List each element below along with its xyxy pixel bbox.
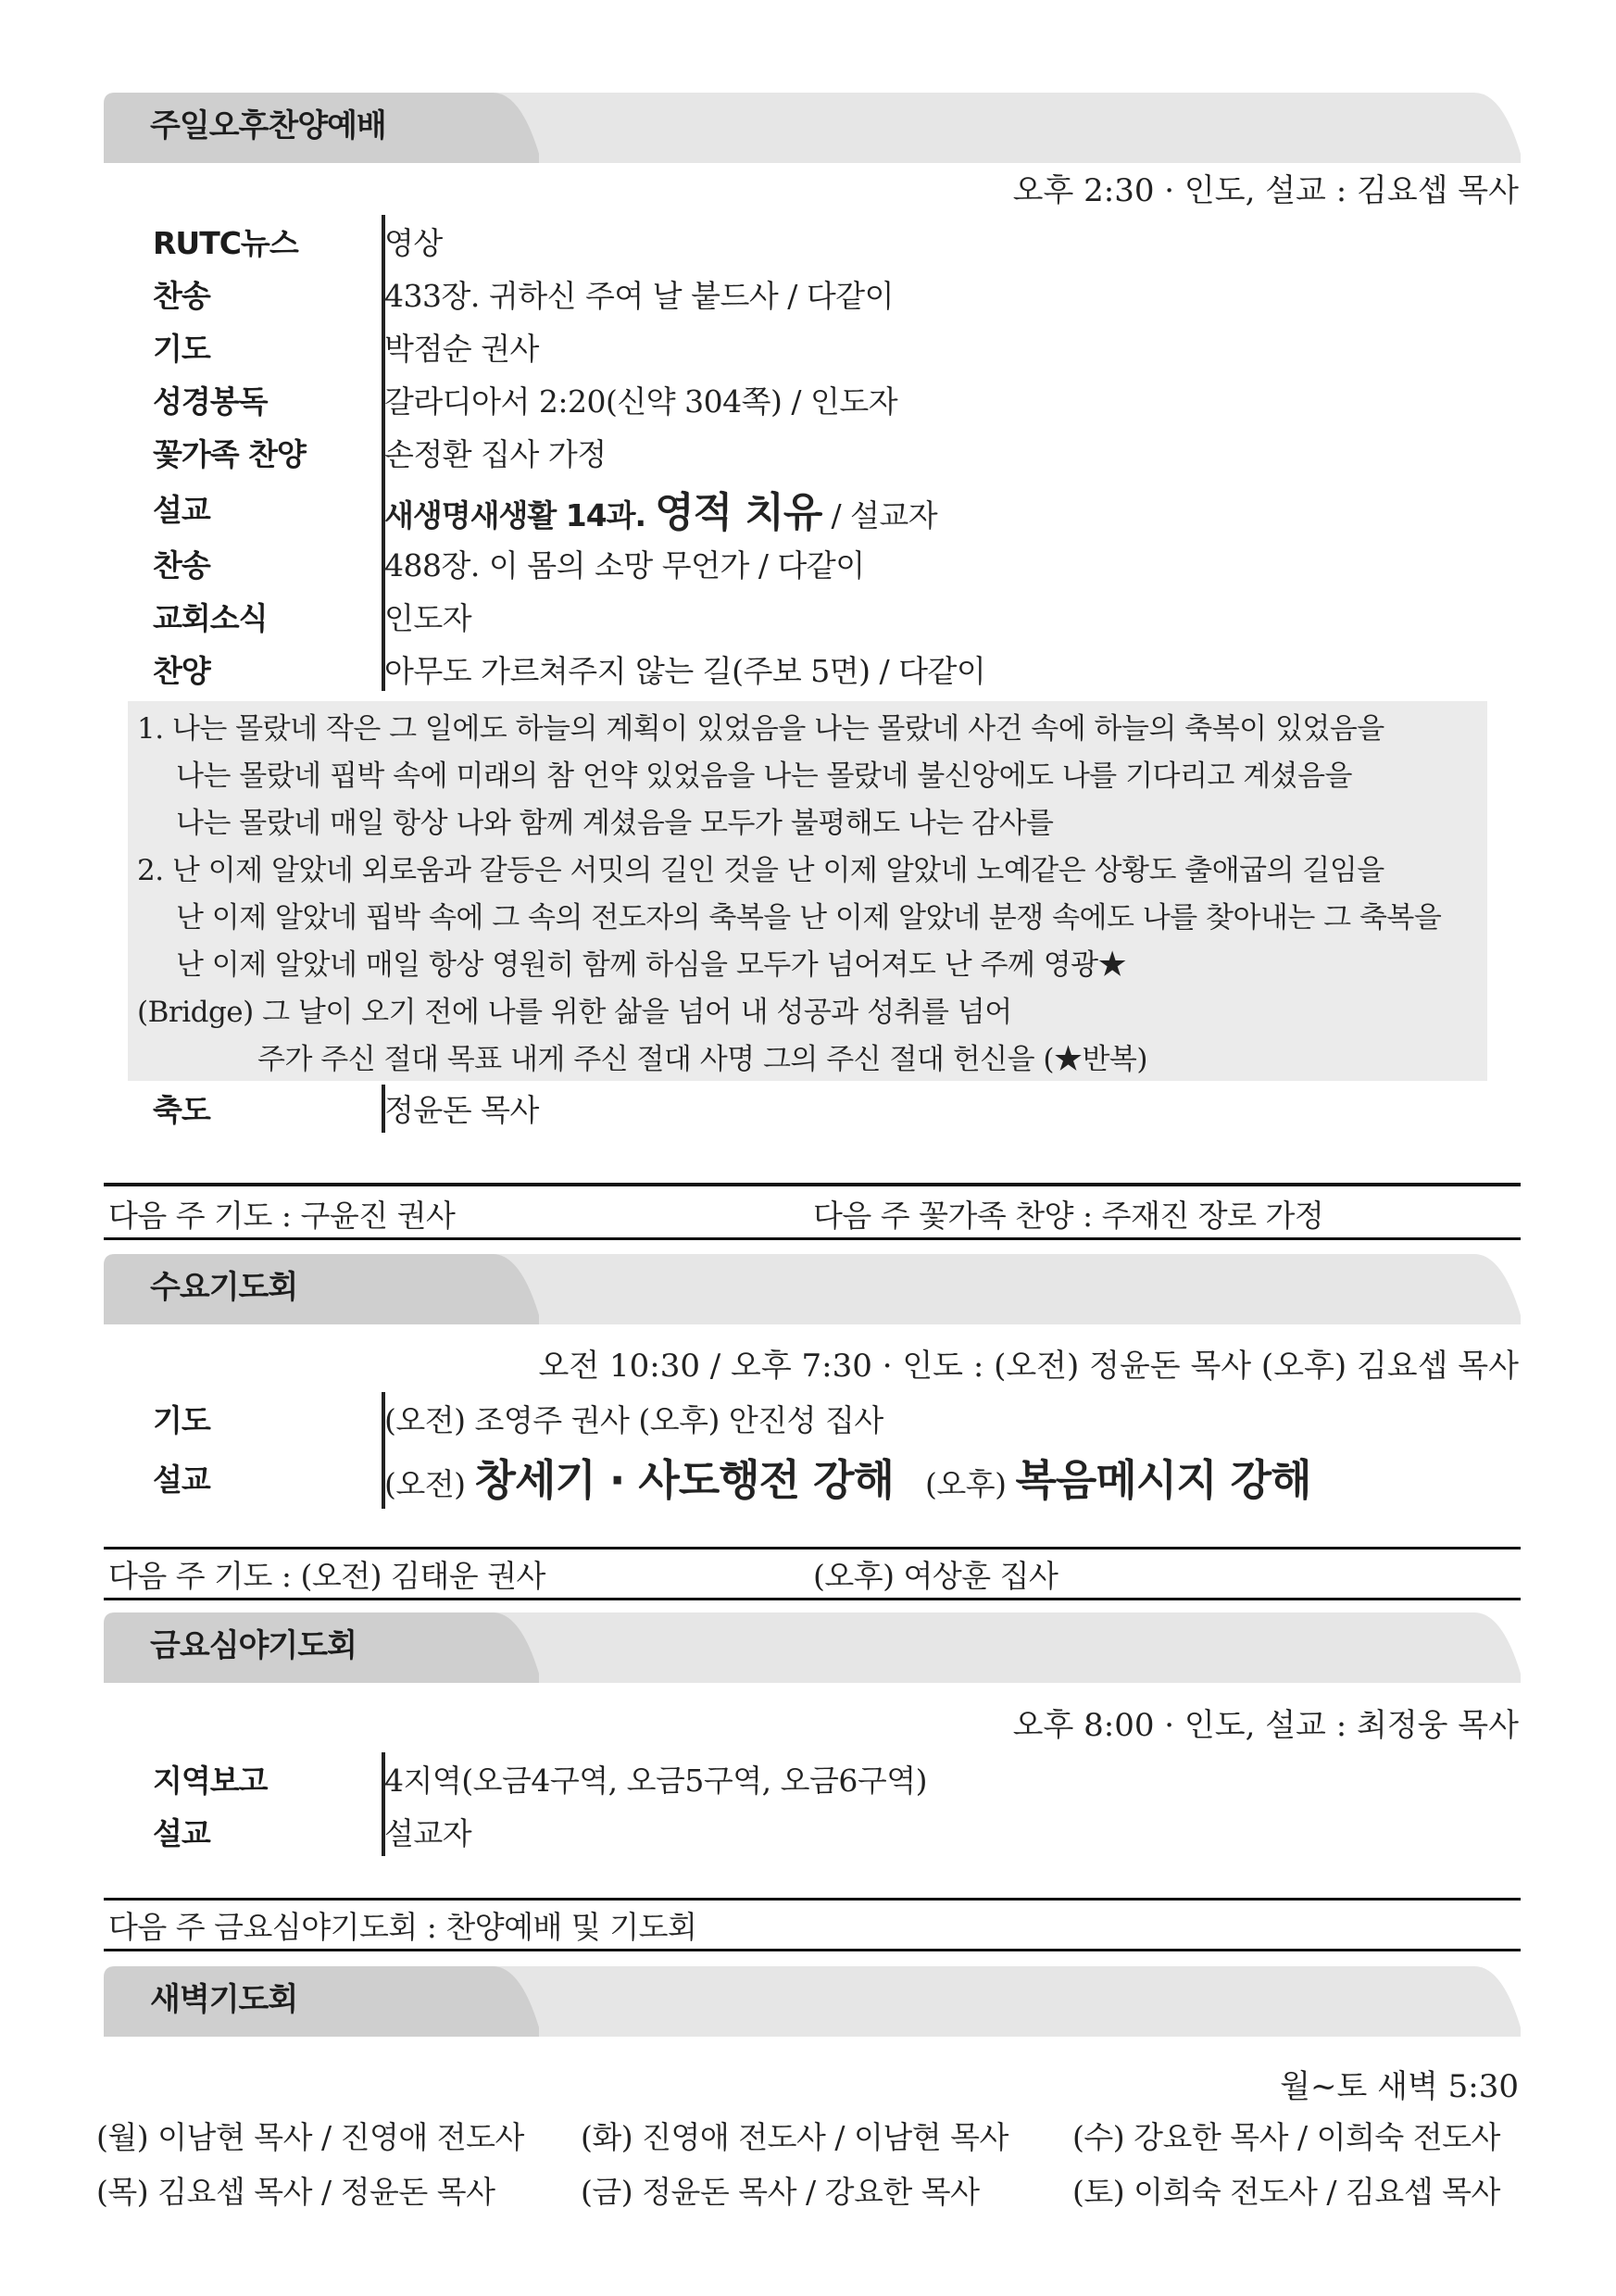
order-row [153,1805,1514,1858]
am-tag: (오전) [384,1466,466,1502]
order-label: 교회소식 [153,600,268,636]
dawn-schedule-item: (금) 정윤돈 목사 / 강요한 목사 [581,2174,980,2210]
order-row [153,373,1514,426]
order-label: 기도 [153,1402,210,1438]
order-row [153,1082,1514,1135]
wednesday-order [153,1392,1514,1510]
pm-sermon-title: 복음메시지 강해 [1015,1455,1311,1505]
sermon-title: 영적 치유 [655,488,822,536]
order-row [153,643,1514,696]
order-label: 지역보고 [153,1763,268,1799]
next-week-friday: 다음 주 금요심야기도회 : 찬양예배 및 기도회 [108,1909,697,1945]
section-header-sunday [104,89,1521,163]
lyric-line: 난 이제 알았네 매일 항상 영원히 함께 하심을 모두가 넘어져도 난 주께 영광★ [176,948,1127,982]
dawn-schedule-item: (목) 김요셉 목사 / 정윤돈 목사 [96,2174,495,2210]
benediction-row [153,1082,1514,1135]
order-row [153,268,1514,320]
order-value: 갈라디아서 2:20(신약 304쪽) / 인도자 [384,383,898,420]
next-week-prayer: 다음 주 기도 : 구윤진 권사 [108,1198,456,1234]
order-value: 정윤돈 목사 [384,1092,539,1128]
order-value: 손정환 집사 가정 [384,436,607,472]
section-title: 수요기도회 [150,1269,298,1306]
order-row [153,215,1514,268]
order-label: 꽃가족 찬양 [153,436,306,472]
order-label: 찬송 [153,278,210,314]
order-label: 성경봉독 [153,383,268,420]
friday-order [153,1752,1514,1858]
worship-order [153,215,1514,696]
service-time: 오후 8:00 · 인도, 설교 : 최정웅 목사 [1012,1707,1519,1744]
order-row [153,1752,1514,1805]
order-row-sermon [153,1445,1514,1510]
divider-rule [104,1547,1521,1549]
lyric-line: 나는 몰랐네 매일 항상 나와 함께 계셨음을 모두가 불평해도 나는 감사를 [176,807,1054,840]
sermon-by: / 설교자 [831,496,938,533]
section-title: 금요심야기도회 [150,1627,357,1664]
lyric-line: 주가 주신 절대 목표 내게 주신 절대 사명 그의 주신 절대 헌신을 (★반복) [257,1043,1147,1076]
sermon-series: 새생명새생활 14과. [384,496,646,533]
divider-rule [104,1949,1521,1951]
service-time: 오전 10:30 / 오후 7:30 · 인도 : (오전) 정윤돈 목사 (오후) 김요셉 목사 [538,1348,1519,1385]
dawn-schedule-item: (화) 진영애 전도사 / 이남현 목사 [581,2119,1008,2155]
divider-rule [104,1598,1521,1600]
lyric-line: 나는 몰랐네 핍박 속에 미래의 참 언약 있었음을 나는 몰랐네 불신앙에도 나를 기다리고 계셨음을 [176,759,1352,793]
order-value: 설교자 [384,1815,472,1851]
order-value: 영상 [384,225,443,261]
pm-tag: (오후) [924,1466,1007,1502]
order-value: 박점순 권사 [384,331,539,367]
order-row [153,1392,1514,1445]
order-label: 축도 [153,1092,210,1128]
order-label: RUTC뉴스 [153,225,298,261]
order-label: 설교 [153,1461,210,1498]
divider-rule [104,1183,1521,1186]
next-week-prayer-am: 다음 주 기도 : (오전) 김태운 권사 [108,1558,545,1594]
order-label: 기도 [153,331,210,367]
hymn-lyrics-box [128,701,1487,1081]
order-value: 4지역(오금4구역, 오금5구역, 오금6구역) [384,1763,927,1799]
section-header-dawn [104,1963,1521,2037]
dawn-schedule-item: (수) 강요한 목사 / 이희숙 전도사 [1072,2119,1500,2155]
section-title: 주일오후찬양예배 [150,107,386,144]
divider-rule [104,1237,1521,1240]
lyric-line: (Bridge) 그 날이 오기 전에 나를 위한 삶을 넘어 내 성공과 성취를 넘어 [137,996,1012,1029]
order-value: (오전) 조영주 권사 (오후) 안진성 집사 [384,1402,883,1438]
section-header-wednesday [104,1250,1521,1324]
lyric-line: 1. 나는 몰랐네 작은 그 일에도 하늘의 계획이 있었음을 나는 몰랐네 사건 속에 하늘의 축복이 있었음을 [137,712,1384,746]
section-title: 새벽기도회 [150,1981,298,2018]
am-sermon-title: 창세기 · 사도행전 강해 [474,1455,894,1505]
next-week-prayer-pm: (오후) 여상훈 집사 [813,1558,1059,1594]
order-label: 설교 [153,1815,210,1851]
header-tab-shape [104,1963,1521,2037]
order-value: 488장. 이 몸의 소망 무언가 / 다같이 [384,547,865,583]
order-row-sermon [153,479,1514,537]
dawn-schedule-item: (월) 이남현 목사 / 진영애 전도사 [96,2119,524,2155]
next-week-flower: 다음 주 꽃가족 찬양 : 주재진 장로 가정 [813,1198,1324,1234]
order-value: 인도자 [384,600,472,636]
order-row [153,320,1514,373]
order-row [153,590,1514,643]
order-value: 아무도 가르쳐주지 않는 길(주보 5면) / 다같이 [384,653,986,689]
order-row [153,426,1514,479]
order-label: 설교 [153,492,210,528]
lyric-line: 난 이제 알았네 핍박 속에 그 속의 전도자의 축복을 난 이제 알았네 분쟁 속에도 나를 찾아내는 그 축복을 [176,901,1442,935]
dawn-schedule-item: (토) 이희숙 전도사 / 김요셉 목사 [1072,2174,1500,2210]
section-header-friday [104,1609,1521,1683]
service-time: 오후 2:30 · 인도, 설교 : 김요셉 목사 [1012,172,1519,209]
order-row [153,537,1514,590]
order-value: 433장. 귀하신 주여 날 붙드사 / 다같이 [384,278,894,314]
sermon-value [384,479,937,538]
header-tab-shape [104,1250,1521,1324]
lyric-line: 2. 난 이제 알았네 외로움과 갈등은 서밋의 길인 것을 난 이제 알았네 노예같은 상황도 출애굽의 길임을 [137,854,1384,887]
service-time: 월~토 새벽 5:30 [1280,2068,1519,2105]
sermon-value [384,1447,1311,1508]
order-label: 찬송 [153,547,210,583]
order-label: 찬양 [153,653,210,689]
divider-rule [104,1898,1521,1901]
